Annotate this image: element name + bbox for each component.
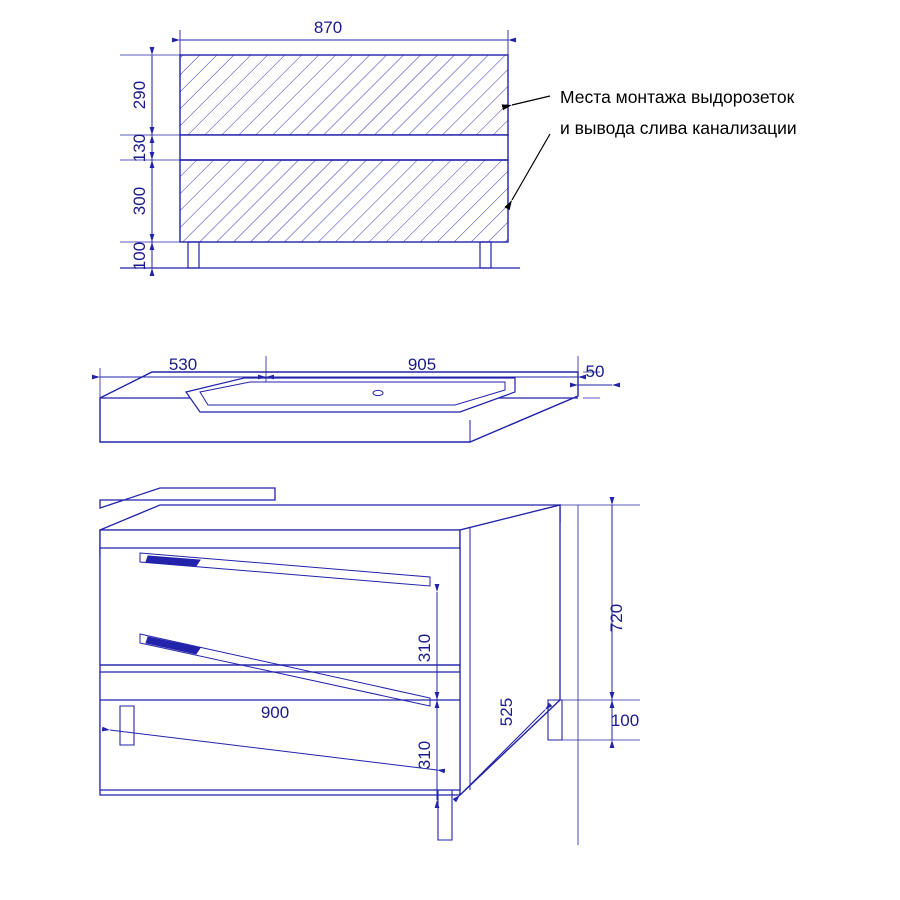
dim-100-wall: 100 (130, 241, 149, 271)
dim-900: 900 (260, 703, 290, 722)
dim-300: 300 (130, 186, 149, 216)
dim-525: 525 (497, 697, 516, 727)
dim-310-lower: 310 (415, 740, 434, 770)
dim-905: 905 (407, 355, 437, 374)
dim-310-upper: 310 (415, 633, 434, 663)
callout-line-2: и вывода слива канализации (560, 118, 797, 138)
dim-130: 130 (130, 133, 149, 163)
callout-line-1: Места монтажа выдорозеток (560, 87, 795, 107)
dim-100-legs: 100 (610, 711, 640, 730)
dim-870: 870 (313, 18, 343, 37)
dim-290: 290 (130, 80, 149, 110)
dim-720: 720 (607, 603, 626, 633)
dim-50: 50 (585, 362, 605, 381)
dim-530: 530 (168, 355, 198, 374)
